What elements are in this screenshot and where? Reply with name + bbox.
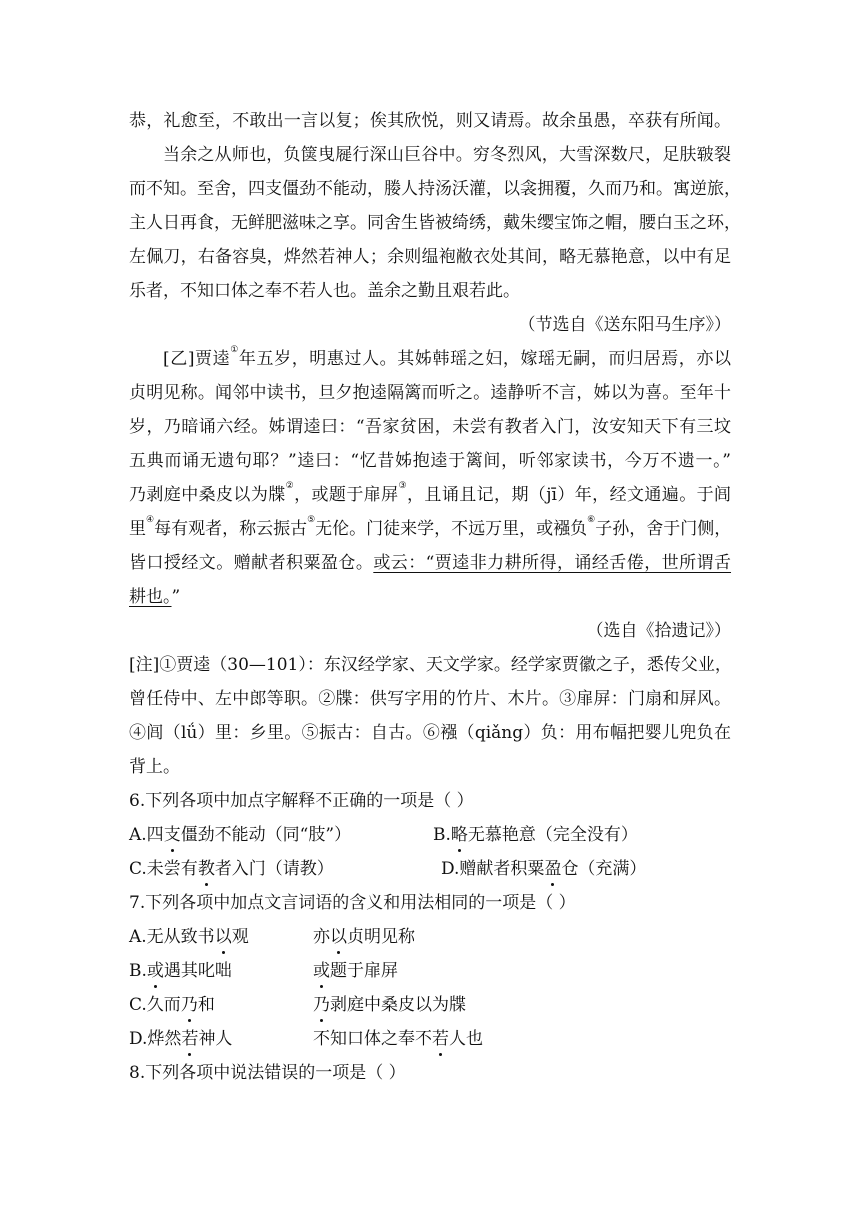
- q6-option-c: [129, 852, 334, 886]
- dotted-char: 以: [215, 920, 232, 954]
- text-run: D.烨然: [129, 1029, 182, 1049]
- text-run: 遇其叱咄: [163, 961, 232, 981]
- passage-yi-line-6: [129, 512, 731, 546]
- q7-option-a-left: [129, 920, 249, 954]
- footnote-marker: ①: [230, 345, 239, 355]
- passage-jia-line-3: 而不知。至舍，四支僵劲不能动，媵人持汤沃灌，以衾拥覆，久而乃和。寓逆旅，: [129, 179, 741, 199]
- text-run: 贞明见称: [347, 927, 415, 947]
- text-run: ”: [171, 587, 181, 607]
- text-run: 不知口体之奉不: [313, 1029, 432, 1049]
- underlined-sentence: 或云：“贾逵非力耕所得，诵经舌倦，世所谓舌: [373, 553, 732, 573]
- passage-yi-line-4: 五典而诵无遗句耶？”逵曰：“忆昔姊抱逵于篱间，听邻家读书，今万不遗一。”: [129, 451, 731, 471]
- q7-option-d-right: [313, 1022, 483, 1056]
- q7-option-c-left: [129, 988, 215, 1022]
- passage-yi-line-2: 贞明见称。闻邻中读书，旦夕抱逵隔篱而听之。逵静听不言，姊以为喜。至年十: [129, 383, 731, 403]
- text-run: C.未尝有: [129, 859, 198, 879]
- q7-option-b-left: [129, 954, 232, 988]
- dotted-char: 盈: [544, 852, 561, 886]
- q6-option-d: [441, 852, 646, 886]
- text-run: ，且诵且记，期（jī）年，经文通遍。于闾: [407, 485, 732, 505]
- text-run: 者入门（请教）: [214, 859, 334, 879]
- text-run: 和: [197, 995, 215, 1015]
- text-run: 人也: [449, 1029, 483, 1049]
- q7-option-c-right: [313, 988, 466, 1022]
- notes-line-2: 曾任侍中、左中郎等职。②牒：供写字用的竹片、木片。③扉屏：门扇和屏风。: [129, 689, 731, 709]
- passage-jia-line-1: 恭，礼愈至，不敢出一言以复；俟其欣悦，则又请焉。故余虽愚，卒获有所闻。: [129, 111, 731, 131]
- passage-yi-line-7: [129, 546, 731, 580]
- text-run: 亦: [313, 927, 330, 947]
- q7-option-a-right: [313, 920, 415, 954]
- text-run: [乙]贾逵: [163, 349, 231, 369]
- underlined-sentence-end: 耕也。: [129, 587, 172, 607]
- text-run: ，或题于扉屏: [294, 485, 399, 505]
- text-run: 观: [231, 927, 249, 947]
- question-7-stem: 7.下列各项中加点文言词语的含义和用法相同的一项是（ ）: [129, 893, 576, 913]
- dotted-char: 乃: [313, 988, 330, 1022]
- passage-jia-line-6: 乐者，不知口体之奉不若人也。盖余之勤且艰若此。: [129, 281, 520, 301]
- q6-option-b: [433, 818, 638, 852]
- question-8-stem: 8.下列各项中说法错误的一项是（ ）: [129, 1063, 406, 1083]
- text-run: 题于扉屏: [330, 961, 398, 981]
- dotted-char: 若: [181, 1022, 198, 1056]
- text-run: A.无从致书: [129, 927, 215, 947]
- notes-line-1: [注]①贾逵（30—101）：东汉经学家、天文学家。经学家贾徽之子，悉传父业，: [129, 655, 732, 675]
- question-6-stem: 6.下列各项中加点字解释不正确的一项是（ ）: [129, 791, 474, 811]
- footnote-marker: ③: [398, 481, 408, 491]
- text-run: 年五岁，明惠过人。其姊韩瑶之妇，嫁瑶无嗣，而归居焉，亦以: [238, 349, 732, 369]
- text-run: 无伦。门徒来学，不远万里，或襁负: [315, 519, 588, 539]
- text-run: B.: [433, 825, 451, 845]
- passage-yi-line-8: [129, 580, 731, 614]
- passage-jia-line-5: 左佩刀，右备容臭，烨然若神人；余则缊袍敝衣处其间，略无慕艳意，以中有足: [129, 247, 731, 267]
- passage-jia-line-4: 主人日再食，无鲜肥滋味之享。同舍生皆被绮绣，戴朱缨宝饰之帽，腰白玉之环，: [129, 213, 741, 233]
- text-run: 每有观者，称云振古: [154, 519, 308, 539]
- dotted-char: 支: [164, 818, 181, 852]
- passage-yi-line-3: 岁，乃暗诵六经。姊谓逵曰：“吾家贫困，未尝有教者入门，汝安知天下有三坟: [129, 417, 731, 437]
- text-run: 皆口授经文。赠献者积粟盈仓。: [129, 553, 374, 573]
- text-run: 仓（充满）: [561, 859, 647, 879]
- passage-jia-source: （节选自《送东阳马生序》）: [518, 315, 731, 335]
- text-run: D.赠献者积粟: [441, 859, 545, 879]
- text-run: A.四: [129, 825, 164, 845]
- text-run: B.: [129, 961, 147, 981]
- dotted-char: 或: [147, 954, 164, 988]
- text-run: 神人: [198, 1029, 233, 1049]
- passage-yi-source: （选自《拾遗记》）: [586, 621, 731, 641]
- text-run: 无慕艳意（完全没有）: [467, 825, 638, 845]
- text-run: 剥庭中桑皮以为牒: [330, 995, 466, 1015]
- passage-jia-line-2: 当余之从师也，负箧曳屣行深山巨谷中。穷冬烈风，大雪深数尺，足肤皲裂: [163, 145, 731, 165]
- notes-line-4: 背上。: [129, 757, 180, 777]
- passage-yi-line-1: [163, 342, 731, 376]
- dotted-char: 教: [198, 852, 215, 886]
- footnote-marker: ④: [146, 515, 155, 525]
- dotted-char: 以: [330, 920, 347, 954]
- text-run: 僵劲不能动（同“肢”）: [180, 825, 352, 845]
- passage-yi-line-5: [129, 478, 731, 512]
- footnote-marker: ⑤: [307, 515, 316, 525]
- notes-line-3: ④闾（lǘ）里：乡里。⑤振古：自古。⑥襁（qiǎng）负：用布幅把婴儿兜负在: [129, 723, 731, 743]
- q7-option-d-left: [129, 1022, 232, 1056]
- q6-option-a: [129, 818, 351, 852]
- dotted-char: 乃: [181, 988, 198, 1022]
- dotted-char: 略: [451, 818, 468, 852]
- text-run: 乃剥庭中桑皮以为牒: [129, 485, 286, 505]
- text-run: 子孙，舍于门侧，: [595, 519, 732, 539]
- dotted-char: 或: [313, 954, 330, 988]
- text-run: C.久而: [129, 995, 181, 1015]
- footnote-marker: ②: [285, 481, 295, 491]
- text-run: 里: [129, 519, 146, 539]
- dotted-char: 若: [432, 1022, 449, 1056]
- q7-option-b-right: [313, 954, 398, 988]
- footnote-marker: ⑥: [587, 515, 596, 525]
